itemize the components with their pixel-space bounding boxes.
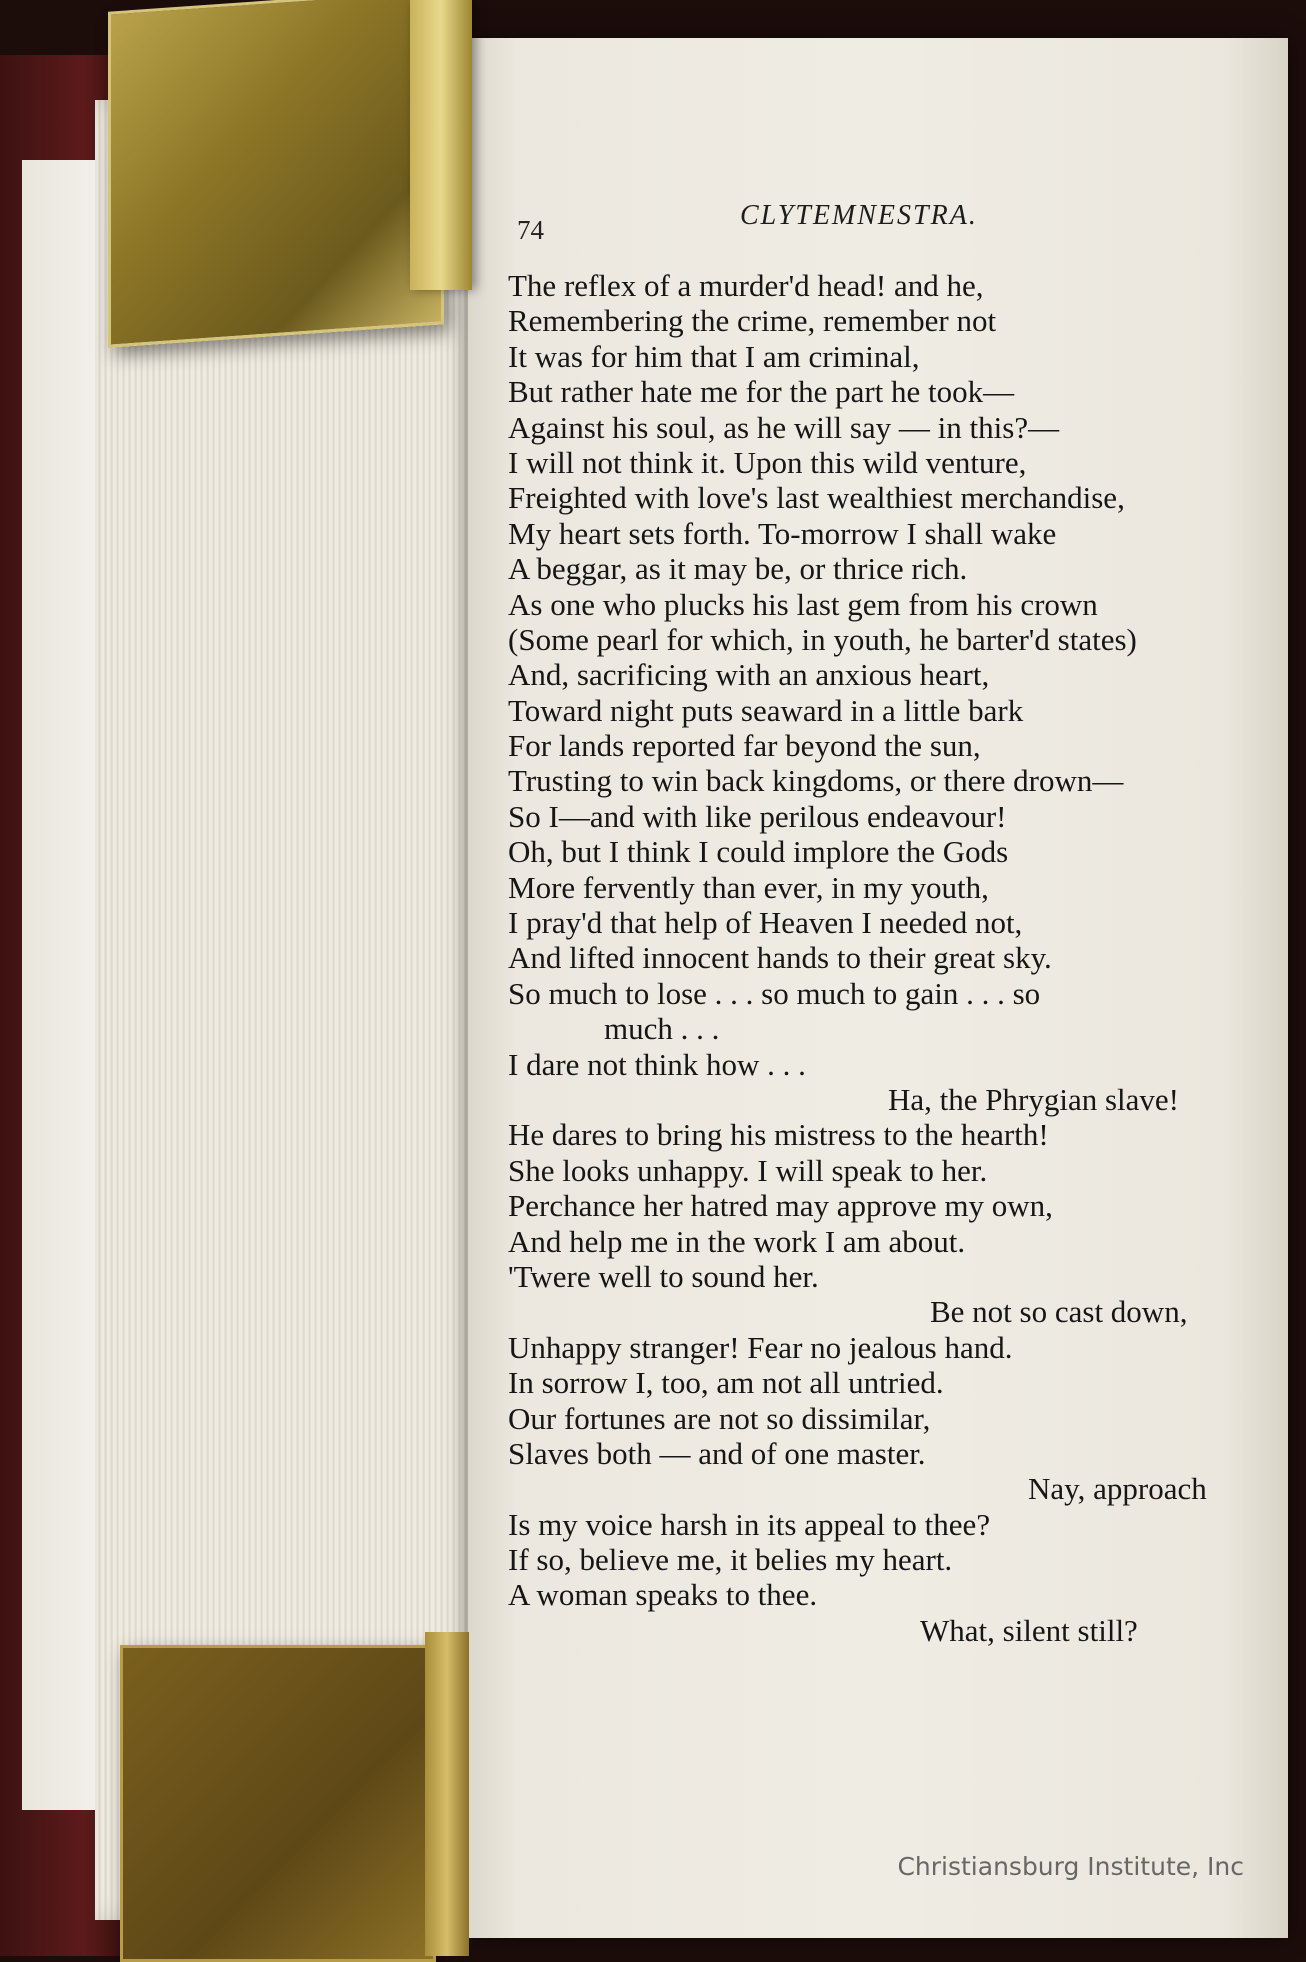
verse-line: In sorrow I, too, am not all untried.	[508, 1365, 944, 1401]
verse-line: More fervently than ever, in my youth,	[508, 869, 989, 905]
verse-line: As one who plucks his last gem from his crown	[508, 586, 1098, 622]
verse-line: Slaves both — and of one master.	[508, 1435, 926, 1471]
verse-line: much . . .	[604, 1011, 720, 1047]
verse-line: It was for him that I am criminal,	[508, 338, 920, 374]
verse-line: Be not so cast down,	[930, 1294, 1188, 1330]
verse-line: Freighted with love's last wealthiest merchandise,	[508, 480, 1125, 516]
verse-line: So much to lose . . . so much to gain . . . so	[508, 975, 1041, 1011]
verse-line: And, sacrificing with an anxious heart,	[508, 657, 990, 693]
verse-line: Against his soul, as he will say — in this?—	[508, 409, 1060, 445]
verse-line: Unhappy stranger! Fear no jealous hand.	[508, 1329, 1013, 1365]
verse-text	[508, 268, 1268, 1648]
verse-line: 'Twere well to sound her.	[508, 1258, 819, 1294]
page-number: 74	[517, 215, 544, 245]
verse-line: Trusting to win back kingdoms, or there drown—	[508, 763, 1124, 799]
verse-line: And help me in the work I am about.	[508, 1223, 966, 1259]
verse-line: I dare not think how . . .	[508, 1046, 806, 1082]
verse-line: So I—and with like perilous endeavour!	[508, 798, 1007, 834]
verse-line: I pray'd that help of Heaven I needed not,	[508, 905, 1023, 941]
page-clip-top-edge	[410, 0, 472, 290]
verse-line: What, silent still?	[920, 1612, 1138, 1648]
verse-line: Ha, the Phrygian slave!	[888, 1081, 1179, 1117]
verse-line: Oh, but I think I could implore the Gods	[508, 834, 1009, 870]
verse-line: Our fortunes are not so dissimilar,	[508, 1400, 931, 1436]
verse-line: Toward night puts seaward in a little bark	[508, 692, 1024, 728]
verse-line: Is my voice harsh in its appeal to thee?	[508, 1506, 991, 1542]
page-clip-bottom-edge	[425, 1632, 469, 1956]
verse-line: Remembering the crime, remember not	[508, 303, 997, 339]
verse-line: The reflex of a murder'd head! and he,	[508, 268, 984, 303]
verse-line: If so, believe me, it belies my heart.	[508, 1542, 953, 1578]
running-head: CLYTEMNESTRA.	[740, 200, 978, 231]
verse-line: My heart sets forth. To-morrow I shall wake	[508, 515, 1057, 551]
verse-line: A woman speaks to thee.	[508, 1577, 818, 1613]
verse-line: A beggar, as it may be, or thrice rich.	[508, 551, 968, 587]
verse-line: And lifted innocent hands to their great sky.	[508, 940, 1052, 976]
page-clip-bottom	[120, 1645, 436, 1962]
verse-line: He dares to bring his mistress to the hearth!	[508, 1117, 1049, 1153]
verse-line: Nay, approach	[1028, 1471, 1207, 1507]
verse-line: (Some pearl for which, in youth, he barter'd states)	[508, 621, 1137, 657]
verse-line: But rather hate me for the part he took—	[508, 374, 1015, 410]
page-clip-top	[108, 0, 444, 348]
verse-line: Perchance her hatred may approve my own,	[508, 1188, 1053, 1224]
verse-line: She looks unhappy. I will speak to her.	[508, 1152, 988, 1188]
verse-line: For lands reported far beyond the sun,	[508, 728, 981, 764]
watermark: Christiansburg Institute, Inc	[897, 1852, 1244, 1881]
verse-line: I will not think it. Upon this wild venture,	[508, 444, 1027, 480]
